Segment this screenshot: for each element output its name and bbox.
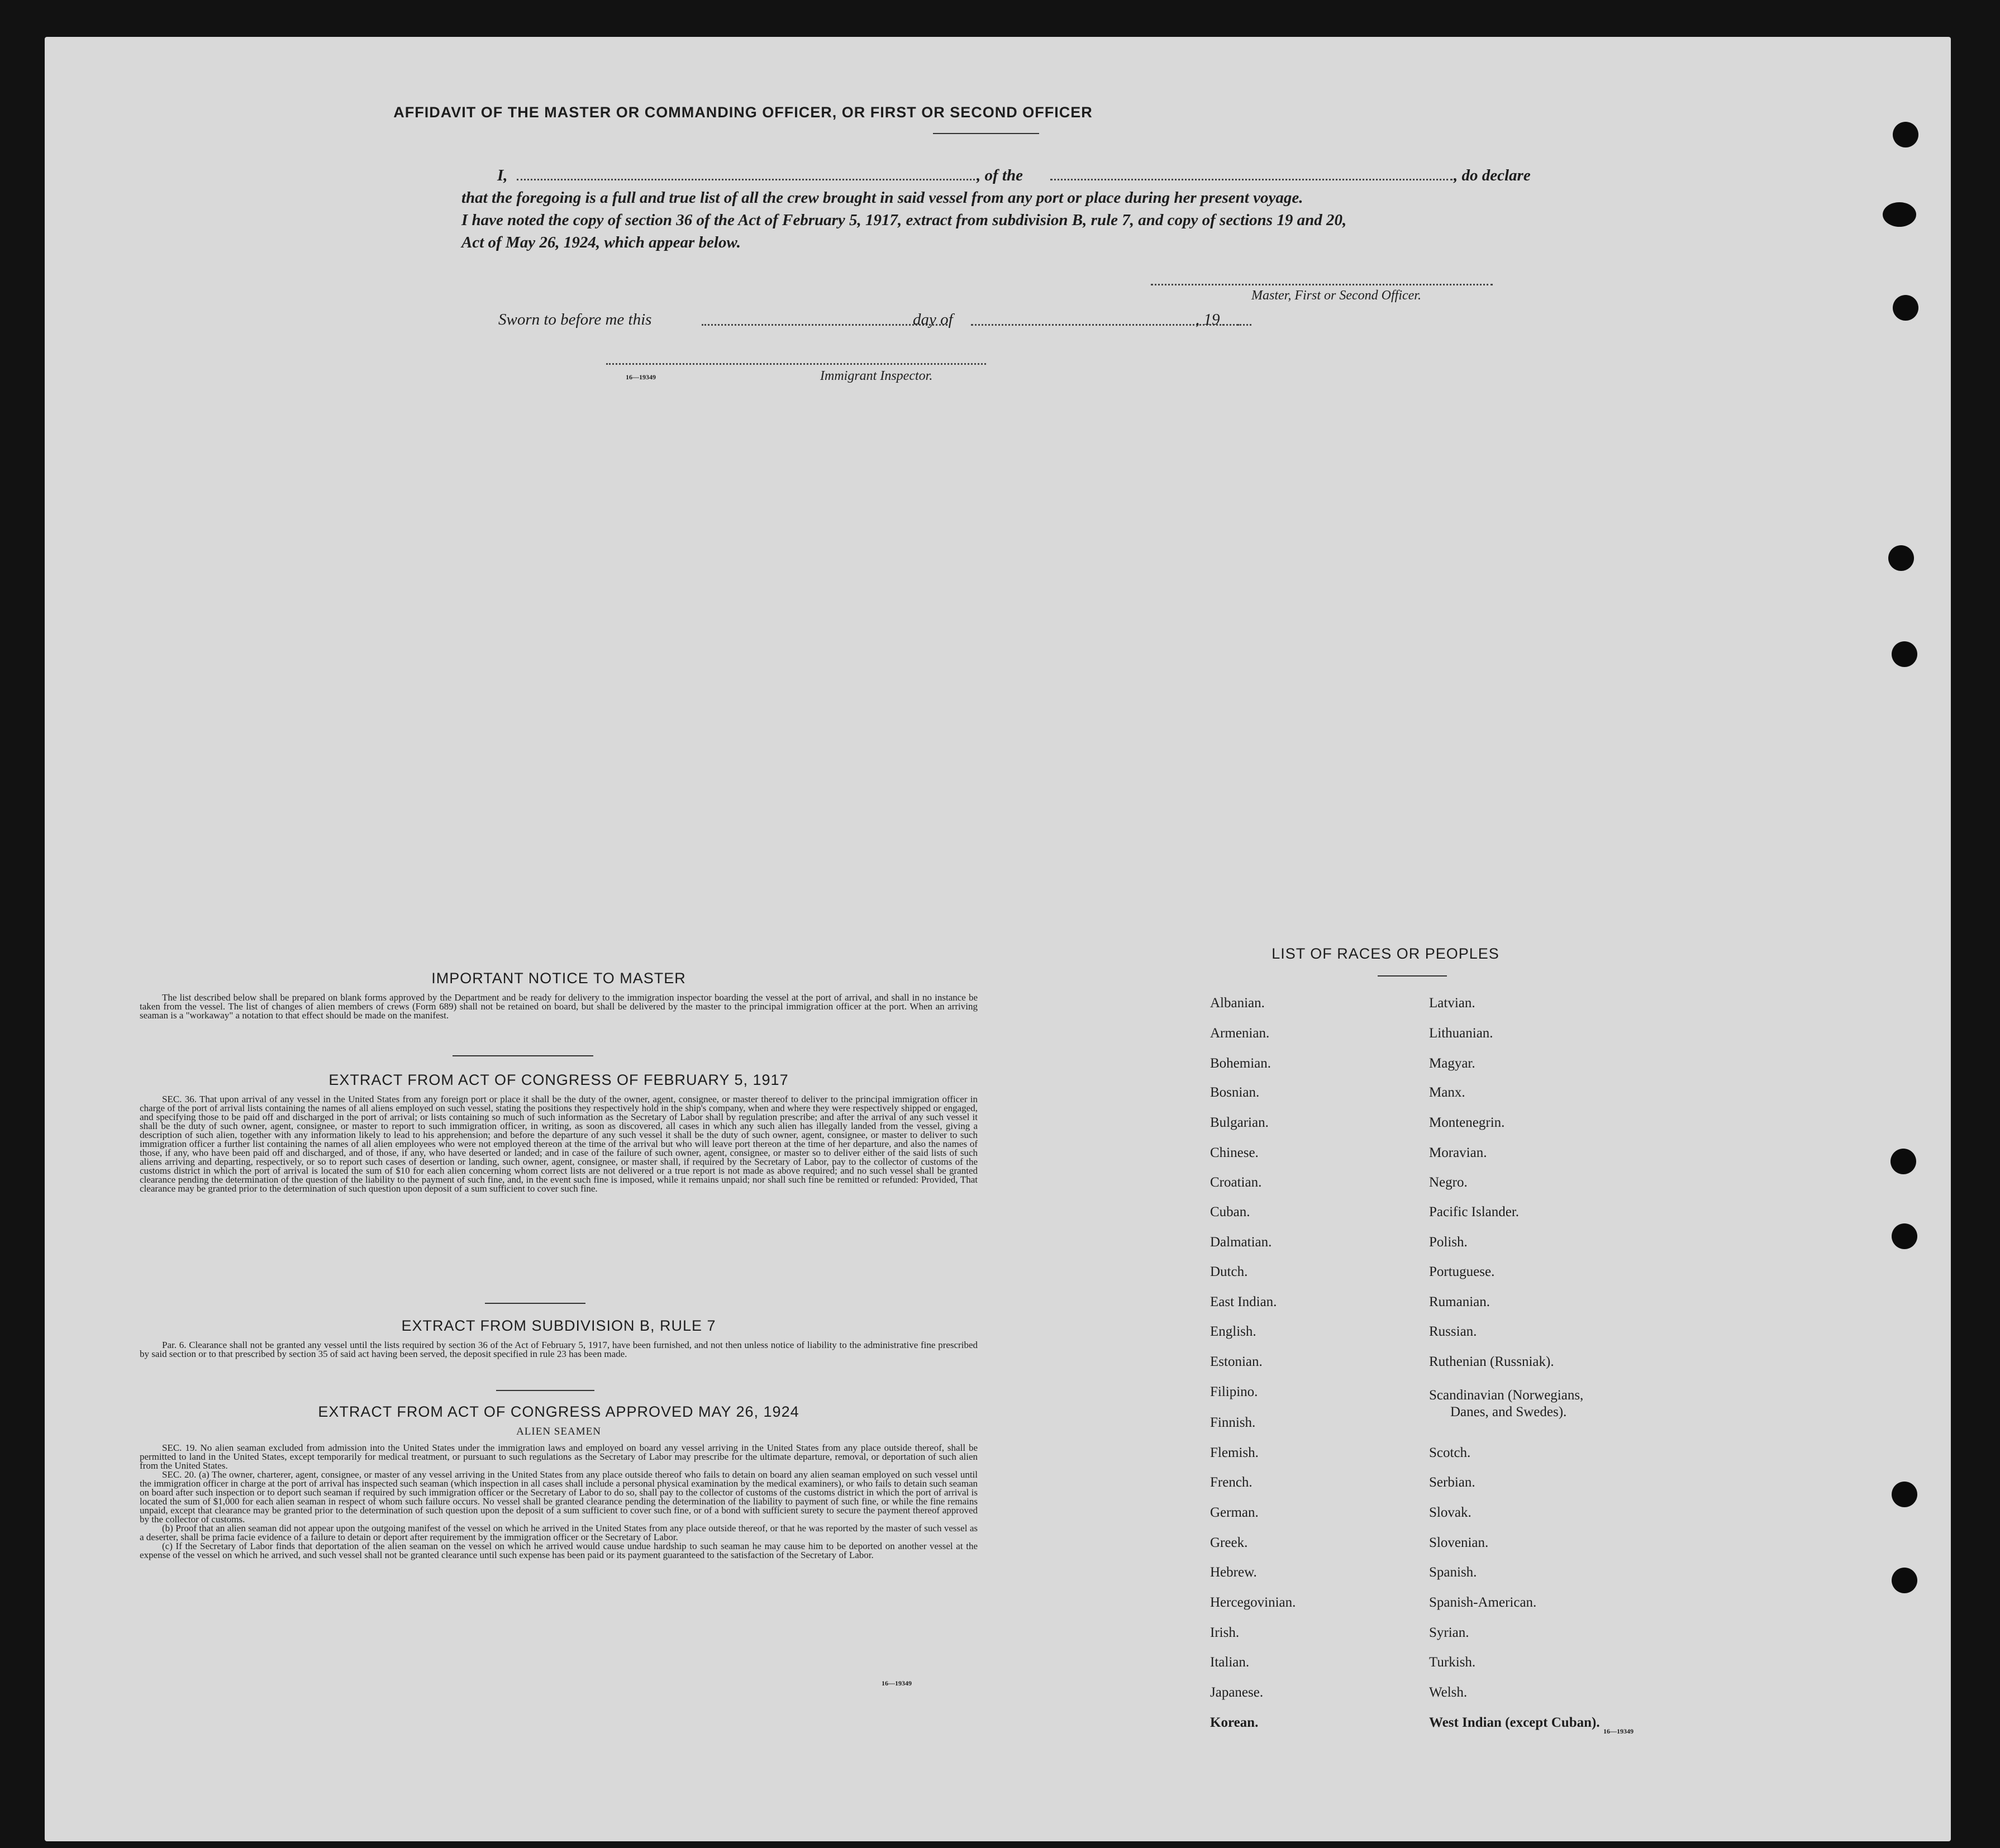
race-item: Croatian.: [1210, 1175, 1262, 1190]
affidavit-line3: I have noted the copy of section 36 of the Act of February 5, 1917, extract from subdivision B, rule 7, and copy of sections 19 and 20,: [461, 211, 1347, 229]
sworn-year-blank: [1222, 324, 1251, 326]
race-item: Scotch.: [1429, 1445, 1471, 1460]
race-item: Serbian.: [1429, 1475, 1475, 1490]
document-page: [45, 37, 1951, 1841]
title-underline: [933, 133, 1039, 134]
race-item: Montenegrin.: [1429, 1115, 1505, 1130]
race-item: Welsh.: [1429, 1685, 1468, 1700]
race-item: Spanish.: [1429, 1565, 1477, 1580]
race-item: Slovenian.: [1429, 1535, 1489, 1550]
signature-caption: Master, First or Second Officer.: [1251, 288, 1421, 303]
affidavit-line2: that the foregoing is a full and true list of all the crew brought in said vessel from any port or place during her present voyage.: [461, 189, 1303, 207]
alien-seamen-subheading: ALIEN SEAMEN: [516, 1426, 601, 1437]
races-heading: LIST OF RACES OR PEOPLES: [1272, 945, 1499, 962]
race-item: Hebrew.: [1210, 1565, 1257, 1580]
race-item: Finnish.: [1210, 1415, 1256, 1430]
race-item: Rumanian.: [1429, 1294, 1491, 1309]
race-item: Ruthenian (Russniak).: [1429, 1354, 1554, 1369]
section-divider: [453, 1055, 593, 1056]
form-number: 16—19349: [626, 373, 656, 381]
race-item: Armenian.: [1210, 1026, 1270, 1041]
race-item: Korean.: [1210, 1715, 1259, 1730]
sec-19-text: SEC. 19. No alien seaman excluded from admission into the United States under the immigration laws and employed on board any vessel arriving in the United States from any place outside thereof, shall be permitted to land in the United States, except temporarily for medical treatment, or pursuant to such regulations as the Secretary of Labor may prescribe for the ultimate departure, removal, or deportation of such alien from the United States.: [140, 1442, 978, 1471]
race-item: German.: [1210, 1505, 1259, 1520]
sworn-mid: day of: [913, 311, 953, 328]
section-divider: [485, 1303, 585, 1304]
race-item: Dalmatian.: [1210, 1235, 1272, 1250]
sworn-day-blank: [702, 324, 947, 326]
extract-1924-text: [140, 1444, 978, 1560]
punch-hole: [1888, 545, 1914, 571]
race-item: Latvian.: [1429, 996, 1475, 1011]
race-item: Japanese.: [1210, 1685, 1264, 1700]
punch-hole: [1892, 1223, 1917, 1249]
race-item: English.: [1210, 1324, 1256, 1339]
race-item: Greek.: [1210, 1535, 1248, 1550]
name-blank: [517, 179, 975, 180]
race-item: Syrian.: [1429, 1625, 1469, 1640]
race-item: Chinese.: [1210, 1145, 1259, 1160]
races-underline: [1378, 975, 1447, 977]
race-item: Flemish.: [1210, 1445, 1259, 1460]
extract-1924-heading: EXTRACT FROM ACT OF CONGRESS APPROVED MAY 26, 1924: [318, 1403, 799, 1420]
sworn-start: Sworn to before me this: [498, 311, 652, 328]
extract-rule7-heading: EXTRACT FROM SUBDIVISION B, RULE 7: [401, 1317, 716, 1334]
race-item: Dutch.: [1210, 1264, 1248, 1279]
sec-20a-text: SEC. 20. (a) The owner, charterer, agent, consignee, or master of any vessel arriving in the United States from any place outside thereof who fails to detain on board any alien seaman employed on such vessel until the immigration officer in charge at the port of arrival has inspected such seaman (which inspection in all cases shall include a personal physical examination by the medical examiners), or who fails to detain such seaman on board after such inspection or to deport such seaman if required by such immigration officer or the Secretary of Labor to do so, shall pay to the collector of customs of the customs district in which the port of arrival is located the sum of $1,000 for each alien seaman in respect of whom such failure occurs. No vessel shall be granted clearance pending the determination of the liability to payment of such fine, or while the fine remains unpaid, except that clearance may be granted prior to the determination of such question upon the deposit of a sum sufficient to cover such fine, or of a bond with sufficient surety to secure the payment thereof approved by the collector of customs.: [140, 1469, 978, 1525]
race-item: Bohemian.: [1210, 1056, 1272, 1071]
punch-hole: [1892, 641, 1917, 667]
inspector-line: [606, 363, 986, 365]
punch-hole: [1891, 1149, 1916, 1174]
affidavit-line1-start: I,: [497, 166, 508, 184]
affidavit-line4: Act of May 26, 1924, which appear below.: [461, 234, 741, 251]
section-divider: [496, 1390, 594, 1391]
race-item: Spanish-American.: [1429, 1595, 1537, 1610]
punch-hole: [1883, 202, 1916, 227]
punch-hole: [1893, 122, 1918, 147]
race-item: Negro.: [1429, 1175, 1468, 1190]
punch-hole: [1892, 1568, 1917, 1593]
race-item: Albanian.: [1210, 996, 1265, 1011]
race-item: Pacific Islander.: [1429, 1204, 1520, 1220]
scandinavian-continuation: Danes, and Swedes).: [1450, 1404, 1567, 1420]
punch-hole: [1892, 1482, 1917, 1507]
race-item: Manx.: [1429, 1085, 1465, 1100]
race-item: Russian.: [1429, 1324, 1477, 1339]
sec-20c-text: (c) If the Secretary of Labor finds that deportation of the alien seaman on the vessel on which he arrived would cause undue hardship to such seaman he may cause him to be deported on another vessel at the expense of the vessel on which he arrived, and such vessel shall not be granted clearance until such expense has been paid or its payment guaranteed to the satisfaction of the Secretary of Labor.: [140, 1541, 978, 1560]
race-item: Bulgarian.: [1210, 1115, 1269, 1130]
race-item: Moravian.: [1429, 1145, 1487, 1160]
race-item: East Indian.: [1210, 1294, 1277, 1309]
affidavit-line1-mid: , of the: [977, 166, 1023, 184]
race-item: Polish.: [1429, 1235, 1468, 1250]
sworn-end: , 19: [1196, 311, 1220, 328]
vessel-blank: [1050, 179, 1453, 180]
race-item: Irish.: [1210, 1625, 1240, 1640]
race-item: Estonian.: [1210, 1354, 1263, 1369]
form-number: 16—19349: [1603, 1727, 1634, 1735]
race-item: West Indian (except Cuban).: [1429, 1715, 1600, 1730]
race-item: Bosnian.: [1210, 1085, 1260, 1100]
race-item: Portuguese.: [1429, 1264, 1495, 1279]
race-item: Italian.: [1210, 1655, 1250, 1670]
affidavit-line1-end: , do declare: [1454, 166, 1531, 184]
punch-hole: [1893, 295, 1918, 321]
signature-line: [1151, 284, 1493, 285]
inspector-caption: Immigrant Inspector.: [820, 369, 933, 383]
extract-1917-heading: EXTRACT FROM ACT OF CONGRESS OF FEBRUARY 5, 1917: [328, 1071, 789, 1088]
race-item: French.: [1210, 1475, 1253, 1490]
race-item: Slovak.: [1429, 1505, 1472, 1520]
extract-rule7-text: Par. 6. Clearance shall not be granted any vessel until the lists required by section 36 of the Act of February 5, 1917, have been furnished, and not then unless notice of liability to the administrative fine prescribed by said section or to that prescribed by section 35 of said act having been served, the deposit specified in rule 23 has been made.: [140, 1340, 978, 1359]
notice-heading: IMPORTANT NOTICE TO MASTER: [431, 970, 686, 987]
notice-text: The list described below shall be prepared on blank forms approved by the Department and be ready for delivery to the immigration inspector boarding the vessel at the port of arrival, and shall in no instance be taken from the vessel. The list of changes of alien members of crews (Form 689) shall not be retained on board, but shall be delivered by the master to the principal immigration officer at the port. When an arriving seaman is a "workaway" a notation to that effect should be made on the manifest.: [140, 992, 978, 1021]
race-item: Hercegovinian.: [1210, 1595, 1296, 1610]
race-item: Filipino.: [1210, 1384, 1258, 1399]
form-number: 16—19349: [882, 1679, 912, 1687]
race-item: Magyar.: [1429, 1056, 1475, 1071]
race-item: Cuban.: [1210, 1204, 1250, 1220]
race-item: Lithuanian.: [1429, 1026, 1493, 1041]
sec-20b-text: (b) Proof that an alien seaman did not appear upon the outgoing manifest of the vessel on which he arrived in the United States from any place outside thereof, or that he was reported by the master of such vessel as a deserter, shall be prima facie evidence of a failure to detain or deport after requirement by the immigration officer or the Secretary of Labor.: [140, 1523, 978, 1542]
affidavit-title: AFFIDAVIT OF THE MASTER OR COMMANDING OFFICER, OR FIRST OR SECOND OFFICER: [393, 104, 1093, 121]
race-item: Scandinavian (Norwegians,: [1429, 1388, 1584, 1403]
extract-1917-text: SEC. 36. That upon arrival of any vessel in the United States from any foreign port or place it shall be the duty of the owner, agent, consignee, or master thereof to deliver to the principal immigration officer in charge of the port of arrival lists containing the names of all aliens employed on such vessel, stating the positions they respectively hold in the ship's company, when and where they were respectively shipped or engaged, and specifying those to be paid off and discharged in the port of arrival; or lists containing so much of such information as the Secretary of Labor shall by regulation prescribe; and after the arrival of any such vessel it shall be the duty of such owner, agent, consignee, or master to report to such immigration officer, in writing, as soon as discovered, all cases in which any such alien has illegally landed from the vessel, giving a description of such alien, together with any information likely to lead to his apprehension; and before the departure of any such vessel it shall be the duty of such owner, agent, consignee, or master to deliver to such immigration officer a further list containing the names of all alien employees who were not employed thereon at the time of the arrival but who will leave port thereon at the time of her departure, and also the names of those, if any, who have been paid off and discharged, and of those, if any, who have deserted or landed; and in case of the failure of such owner, agent, consignee, or master so to deliver either of the said lists of such aliens arriving and departing, respectively, or so to report such cases of desertion or landing, such owner, agent, consignee, or master shall, if required by the Secretary of Labor, pay to the collector of customs of the customs district in which the port of arrival is located the sum of $10 for each alien concerning whom correct lists are not delivered or a true report is not made as above required; and no such vessel shall be granted clearance pending the determination of the question of the liability to the payment of such fine, and, in the event such fine is imposed, while it remains unpaid; nor shall such fine be remitted or refunded: Provided, That clearance may be granted prior to the determination of such question upon deposit of a sum sufficient to cover such fine.: [140, 1094, 978, 1194]
race-item: Turkish.: [1429, 1655, 1476, 1670]
